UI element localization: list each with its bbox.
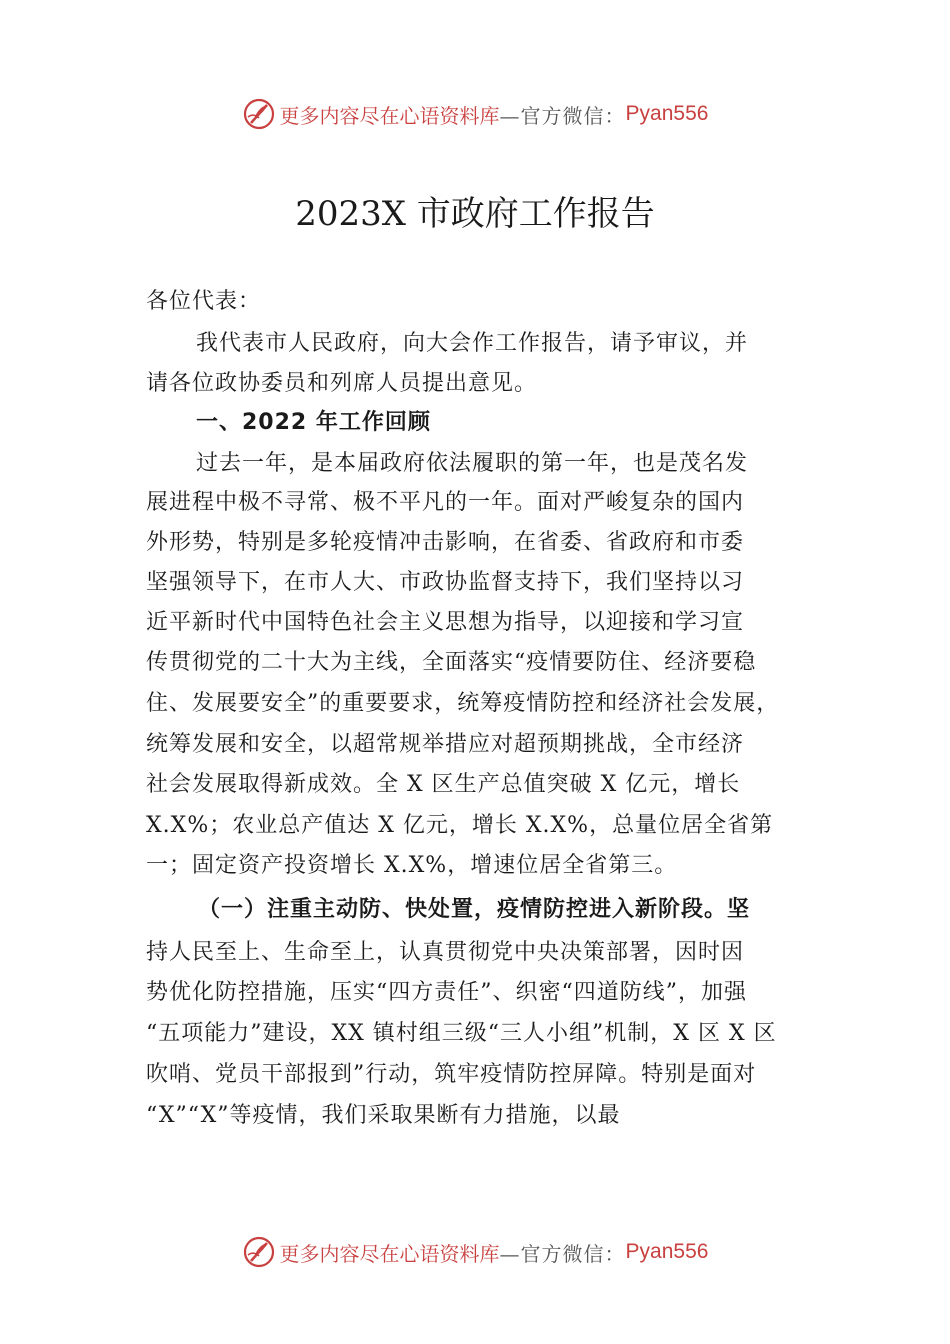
body-line: 统筹发展和安全，以超常规举措应对超预期挑战，全市经济: [146, 732, 745, 757]
banner-red-text: 更多内容尽在心语资料库: [279, 1241, 500, 1266]
body-line: “X”“X”等疫情，我们采取果断有力措施，以最: [146, 1103, 621, 1128]
body-line: 住、发展要安全”的重要要求，统筹疫情防控和经济社会发展，: [146, 691, 780, 716]
body-line: 过去一年，是本届政府依法履职的第一年，也是茂名发: [196, 451, 749, 476]
subsection-heading: （一）注重主动防、快处置，疫情防控进入新阶段。坚: [198, 896, 751, 922]
body-line: 请各位政协委员和列席人员提出意见。: [146, 371, 538, 396]
banner-gray-text: —官方微信：: [499, 1241, 626, 1266]
body-line: 近平新时代中国特色社会主义思想为指导，以迎接和学习宣: [146, 610, 745, 635]
body-line: 社会发展取得新成效。全 X 区生产总值突破 X 亿元，增长: [146, 772, 741, 797]
body-line: 展进程中极不寻常、极不平凡的一年。面对严峻复杂的国内: [146, 490, 745, 515]
body-line: “五项能力”建设，XX 镇村组三级“三人小组”机制，X 区 X 区: [146, 1021, 777, 1046]
banner-gray-text: —官方微信：: [499, 103, 626, 128]
body-line: 持人民至上、生命至上，认真贯彻党中央决策部署，因时因: [146, 940, 745, 965]
section-heading: 一、2022 年工作回顾: [196, 410, 431, 435]
header-banner: [0, 94, 950, 134]
banner-wechat-id: Pyan556: [625, 102, 709, 125]
quill-logo-icon: [242, 1235, 276, 1269]
banner-wechat-id: Pyan556: [625, 1240, 709, 1263]
body-line: 传贯彻党的二十大为主线，全面落实“疫情要防住、经济要稳: [146, 650, 757, 675]
quill-logo-icon: [242, 97, 276, 131]
footer-banner: [0, 1232, 950, 1272]
body-line: 吹哨、党员干部报到”行动，筑牢疫情防控屏障。特别是面对: [146, 1062, 757, 1087]
greeting: 各位代表：: [146, 289, 262, 314]
body-line: 一；固定资产投资增长 X.X%，增速位居全省第三。: [146, 853, 678, 878]
body-line: 势优化防控措施，压实“四方责任”、织密“四道防线”，加强: [146, 980, 747, 1005]
body-line: 我代表市人民政府，向大会作工作报告，请予审议，并: [196, 331, 749, 356]
body-line: X.X%；农业总产值达 X 亿元，增长 X.X%，总量位居全省第: [146, 813, 774, 838]
body-line: 坚强领导下，在市人大、市政协监督支持下，我们坚持以习: [146, 570, 745, 595]
document-title: 2023X 市政府工作报告: [295, 194, 655, 234]
body-line: 外形势，特别是多轮疫情冲击影响，在省委、省政府和市委: [146, 530, 745, 555]
banner-red-text: 更多内容尽在心语资料库: [279, 103, 500, 128]
